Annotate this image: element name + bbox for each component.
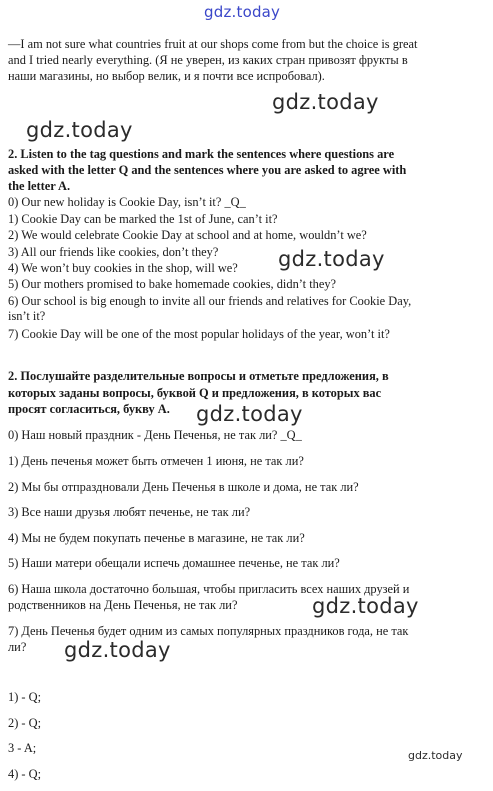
task-item-en: 3) All our friends like cookies, don’t they? [8,245,219,259]
task-item-ru: 7) День Печенья будет одним из самых популярных праздников года, не так [8,624,409,638]
watermark-top: gdz.today [204,3,281,21]
task-item-en: 2) We would celebrate Cookie Day at school and at home, wouldn’t we? [8,228,367,242]
task-item-ru: 5) Наши матери обещали испечь домашнее печенье, не так ли? [8,556,340,570]
task-item-en: isn’t it? [8,309,46,323]
watermark: gdz.today [272,90,379,114]
task-item-en: 6) Our school is big enough to invite all our friends and relatives for Cookie Day, [8,294,412,308]
task-item-ru: 6) Наша школа достаточно большая, чтобы пригласить всех наших друзей и [8,582,410,596]
answer-item: 3 - A; [8,741,37,755]
task-heading-en: 2. Listen to the tag questions and mark the sentences where questions are [8,147,395,161]
task-item-ru: 0) Наш новый праздник - День Печенья, не так ли? _Q_ [8,428,302,442]
watermark: gdz.today [64,638,171,662]
answer-item: 2) - Q; [8,716,42,730]
task-heading-ru: которых заданы вопросы, буквой Q и предложения, в которых вас [8,386,382,400]
answer-item: 1) - Q; [8,690,42,704]
task-item-en: 4) We won’t buy cookies in the shop, will we? [8,261,238,275]
task-item-en: 0) Our new holiday is Cookie Day, isn’t it? _Q_ [8,195,246,209]
answer-item: 4) - Q; [8,767,42,781]
task-heading-en: the letter A. [8,179,71,193]
watermark-bottom: gdz.today [408,749,463,762]
task-item-en: 5) Our mothers promised to bake homemade cookies, didn’t they? [8,277,337,291]
task-item-ru: 3) Все наши друзья любят печенье, не так ли? [8,505,251,519]
intro-line: наши магазины, но выбор велик, и я почти все испробовал). [8,69,325,83]
task-heading-ru: 2. Послушайте разделительные вопросы и отметьте предложения, в [8,369,389,383]
task-item-ru: 2) Мы бы отпраздновали День Печенья в школе и дома, не так ли? [8,480,359,494]
watermark: gdz.today [196,402,303,426]
task-item-ru: ли? [8,640,27,654]
intro-line: and I tried nearly everything. (Я не уверен, из каких стран привозят фрукты в [8,53,408,67]
task-item-en: 1) Cookie Day can be marked the 1st of June, can’t it? [8,212,278,226]
task-item-en: 7) Cookie Day will be one of the most popular holidays of the year, won’t it? [8,327,390,341]
task-heading-ru: просят согласиться, букву А. [8,402,170,416]
watermark: gdz.today [26,118,133,142]
task-item-ru: родственников на День Печенья, не так ли? [8,598,238,612]
watermark: gdz.today [278,247,385,271]
task-item-ru: 4) Мы не будем покупать печенье в магазине, не так ли? [8,531,305,545]
task-item-ru: 1) День печенья может быть отмечен 1 июня, не так ли? [8,454,304,468]
task-heading-en: asked with the letter Q and the sentences where you are asked to agree with [8,163,407,177]
intro-line: —I am not sure what countries fruit at our shops come from but the choice is great [8,37,418,51]
watermark: gdz.today [312,594,419,618]
